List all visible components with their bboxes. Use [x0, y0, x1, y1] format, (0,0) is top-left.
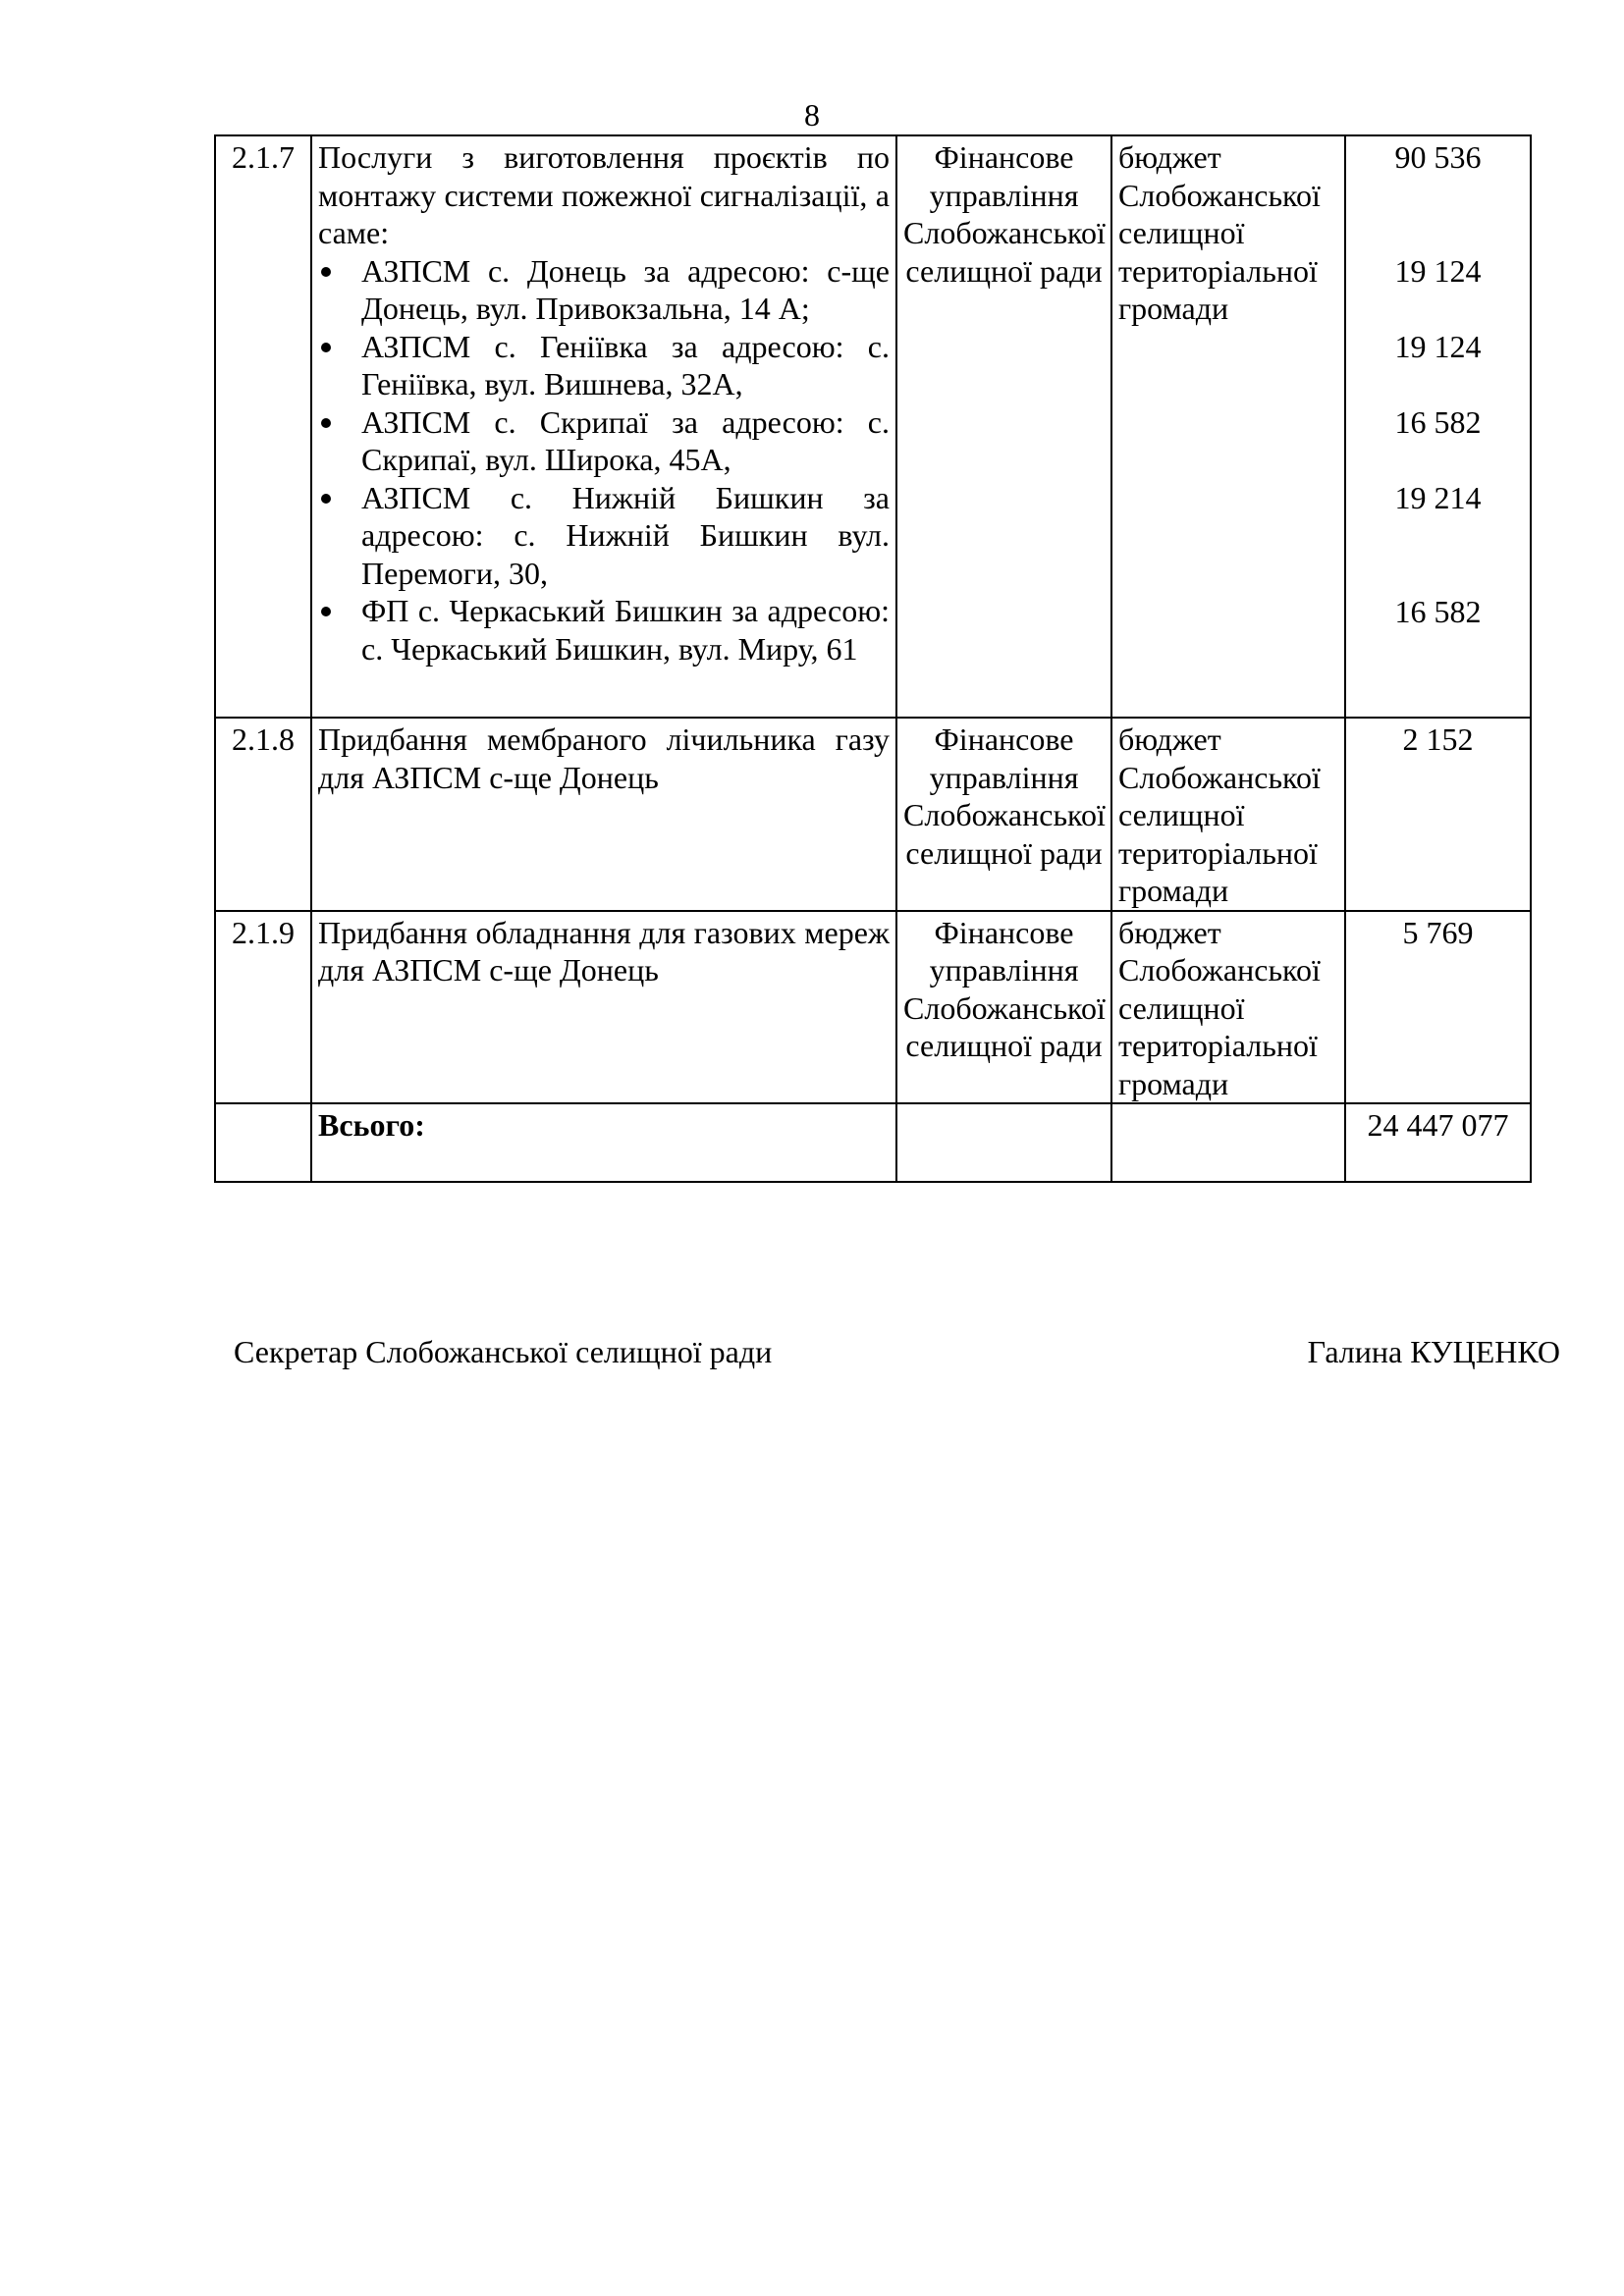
- sub-amount: 16 582: [1394, 404, 1482, 440]
- row-executor: [896, 718, 1111, 911]
- total-label: Всього:: [318, 1107, 425, 1143]
- page-number: 8: [804, 97, 820, 133]
- source-line: селищної: [1118, 989, 1245, 1026]
- row-description: Придбання мембраного лічильника газу для АЗПСМ с-ще Донець: [311, 718, 896, 911]
- source-line: Слобожанської: [1118, 952, 1321, 988]
- source-line: бюджет: [1118, 914, 1221, 950]
- executor-line: управління: [929, 759, 1079, 795]
- total-label-cell: [311, 1103, 896, 1182]
- table-row: [215, 911, 1531, 1104]
- sub-amount: 19 124: [1394, 329, 1482, 364]
- row-description: [311, 135, 896, 718]
- executor-line: управління: [929, 177, 1079, 213]
- list-item: АЗПСМ с. Нижній Бишкин за адресою: с. Нижній Бишкин вул. Перемоги, 30,: [318, 479, 890, 593]
- sub-amount: 19 124: [1394, 253, 1482, 289]
- source-line: громади: [1118, 873, 1229, 908]
- total-source-cell: [1111, 1103, 1345, 1182]
- row-description-intro: Послуги з виготовлення проєктів по монтажу системи пожежної сигналізації, а саме:: [318, 139, 890, 250]
- source-line: територіальної: [1118, 252, 1318, 289]
- list-item: ФП с. Черкаський Бишкин за адресою: с. Черкаський Бишкин, вул. Миру, 61: [318, 592, 890, 667]
- total-amount: 24 447 077: [1345, 1103, 1531, 1182]
- row-number: 2.1.7: [215, 135, 311, 718]
- source-line: громади: [1118, 291, 1229, 326]
- executor-line: Фінансове: [934, 139, 1074, 175]
- row-funding-source: [1111, 718, 1345, 911]
- row-number: 2.1.8: [215, 718, 311, 911]
- row-funding-source: [1111, 911, 1345, 1104]
- signature-name: Галина КУЦЕНКО: [1307, 1334, 1560, 1369]
- table-row: [215, 718, 1531, 911]
- row-amount: 2 152: [1345, 718, 1531, 911]
- executor-line: селищної ради: [905, 252, 1103, 289]
- row-amount: [1345, 135, 1531, 718]
- row-executor: [896, 135, 1111, 718]
- total-number-cell: [215, 1103, 311, 1182]
- source-line: громади: [1118, 1065, 1229, 1101]
- source-line: Слобожанської: [1118, 177, 1321, 213]
- source-line: територіальної: [1118, 1028, 1318, 1063]
- table-row: [215, 135, 1531, 718]
- signature-position: Секретар Слобожанської селищної ради: [234, 1334, 773, 1369]
- source-line: Слобожанської: [1118, 759, 1321, 795]
- row-number: 2.1.9: [215, 911, 311, 1104]
- total-row: [215, 1103, 1531, 1182]
- list-item: АЗПСМ с. Скрипаї за адресою: с. Скрипаї, вул. Широка, 45А,: [318, 403, 890, 479]
- executor-line: Слобожанської: [903, 989, 1106, 1026]
- row-amount: 5 769: [1345, 911, 1531, 1104]
- executor-line: селищної ради: [905, 1028, 1103, 1063]
- list-item: АЗПСМ с. Донець за адресою: с-ще Донець, вул. Привокзальна, 14 А;: [318, 252, 890, 328]
- executor-line: Слобожанської: [903, 215, 1106, 250]
- executor-line: Фінансове: [934, 721, 1074, 757]
- source-line: селищної: [1118, 215, 1245, 250]
- source-line: бюджет: [1118, 721, 1221, 757]
- executor-line: Слобожанської: [903, 797, 1106, 832]
- amount-total: 90 536: [1394, 139, 1482, 175]
- executor-line: селищної ради: [905, 834, 1103, 871]
- sub-amount: 19 214: [1394, 480, 1482, 515]
- source-line: бюджет: [1118, 139, 1221, 175]
- source-line: селищної: [1118, 797, 1245, 832]
- executor-line: Фінансове: [934, 914, 1074, 950]
- row-funding-source: [1111, 135, 1345, 718]
- row-executor: [896, 911, 1111, 1104]
- budget-table: [214, 134, 1532, 1183]
- row-description: Придбання обладнання для газових мереж для АЗПСМ с-ще Донець: [311, 911, 896, 1104]
- sub-amount: 16 582: [1394, 594, 1482, 629]
- total-executor-cell: [896, 1103, 1111, 1182]
- executor-line: управління: [929, 952, 1079, 988]
- address-list: [318, 252, 890, 668]
- source-line: територіальної: [1118, 834, 1318, 871]
- list-item: АЗПСМ с. Геніївка за адресою: с. Геніївка, вул. Вишнева, 32А,: [318, 328, 890, 403]
